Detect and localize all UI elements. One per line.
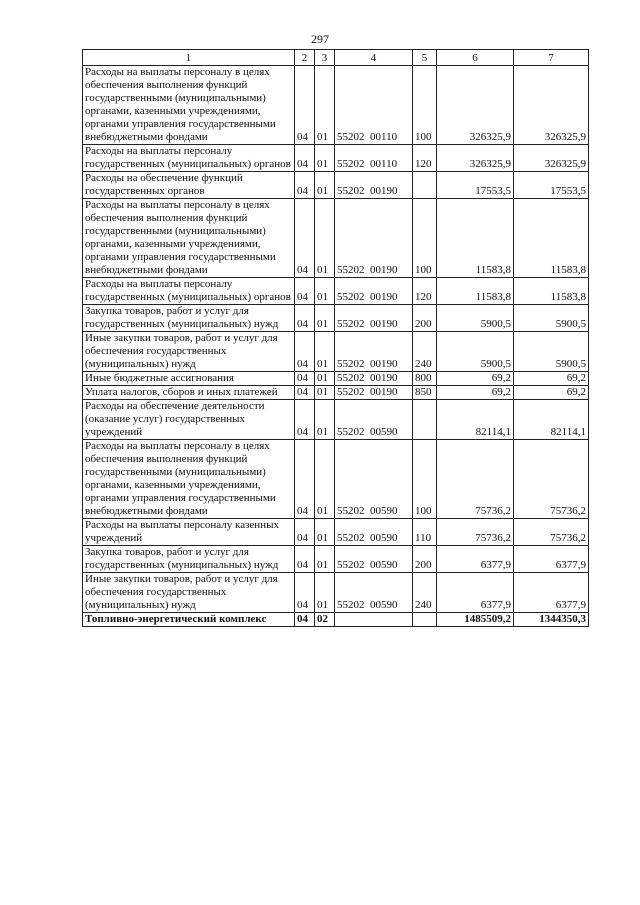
target-article-code: 55202 00190 bbox=[335, 278, 413, 305]
amount-column-6: 326325,9 bbox=[437, 145, 514, 172]
section-code: 04 bbox=[295, 573, 315, 613]
column-header: 5 bbox=[413, 50, 437, 66]
section-code: 04 bbox=[295, 372, 315, 386]
row-description: Расходы на выплаты персоналу государственных (муниципальных) органов bbox=[83, 278, 295, 305]
target-article-code: 55202 00590 bbox=[335, 546, 413, 573]
target-article-code: 55202 00590 bbox=[335, 400, 413, 440]
table-row bbox=[83, 613, 589, 627]
subsection-code: 01 bbox=[315, 332, 335, 372]
row-description: Иные закупки товаров, работ и услуг для обеспечения государственных (муниципальных) нужд bbox=[83, 332, 295, 372]
subsection-code: 01 bbox=[315, 372, 335, 386]
section-code: 04 bbox=[295, 332, 315, 372]
amount-column-6: 1485509,2 bbox=[437, 613, 514, 627]
column-header: 7 bbox=[514, 50, 589, 66]
amount-column-6: 326325,9 bbox=[437, 66, 514, 145]
amount-column-6: 69,2 bbox=[437, 386, 514, 400]
amount-column-7: 5900,5 bbox=[514, 332, 589, 372]
table-row bbox=[83, 372, 589, 386]
expense-type-code: 800 bbox=[413, 372, 437, 386]
section-code: 04 bbox=[295, 278, 315, 305]
section-code: 04 bbox=[295, 400, 315, 440]
subsection-code: 01 bbox=[315, 172, 335, 199]
table-row bbox=[83, 546, 589, 573]
amount-column-6: 6377,9 bbox=[437, 546, 514, 573]
amount-column-7: 11583,8 bbox=[514, 278, 589, 305]
row-description: Расходы на выплаты персоналу в целях обеспечения выполнения функций государственными (муниципальными) органами, казенными учреждениями, органами управления государственными внебюджетными фондами bbox=[83, 440, 295, 519]
expense-type-code bbox=[413, 613, 437, 627]
amount-column-6: 5900,5 bbox=[437, 332, 514, 372]
section-code: 04 bbox=[295, 305, 315, 332]
table-row bbox=[83, 305, 589, 332]
table-row bbox=[83, 66, 589, 145]
section-code: 04 bbox=[295, 66, 315, 145]
expense-type-code: 850 bbox=[413, 386, 437, 400]
table-row bbox=[83, 145, 589, 172]
table-row bbox=[83, 440, 589, 519]
row-description: Иные бюджетные ассигнования bbox=[83, 372, 295, 386]
amount-column-6: 5900,5 bbox=[437, 305, 514, 332]
amount-column-6: 82114,1 bbox=[437, 400, 514, 440]
amount-column-7: 6377,9 bbox=[514, 573, 589, 613]
subsection-code: 01 bbox=[315, 278, 335, 305]
amount-column-7: 5900,5 bbox=[514, 305, 589, 332]
amount-column-7: 69,2 bbox=[514, 372, 589, 386]
expense-type-code: 100 bbox=[413, 199, 437, 278]
target-article-code: 55202 00190 bbox=[335, 386, 413, 400]
column-header: 6 bbox=[437, 50, 514, 66]
header-row bbox=[83, 50, 589, 66]
subsection-code: 01 bbox=[315, 573, 335, 613]
amount-column-7: 6377,9 bbox=[514, 546, 589, 573]
subsection-code: 01 bbox=[315, 546, 335, 573]
expense-type-code: 200 bbox=[413, 546, 437, 573]
expense-type-code bbox=[413, 172, 437, 199]
column-header: 4 bbox=[335, 50, 413, 66]
section-code: 04 bbox=[295, 172, 315, 199]
table-row bbox=[83, 573, 589, 613]
target-article-code: 55202 00190 bbox=[335, 372, 413, 386]
amount-column-6: 75736,2 bbox=[437, 440, 514, 519]
subsection-code: 01 bbox=[315, 66, 335, 145]
section-code: 04 bbox=[295, 145, 315, 172]
expense-type-code: 240 bbox=[413, 573, 437, 613]
table-row bbox=[83, 278, 589, 305]
target-article-code: 55202 00110 bbox=[335, 145, 413, 172]
amount-column-6: 17553,5 bbox=[437, 172, 514, 199]
row-description: Расходы на выплаты персоналу государственных (муниципальных) органов bbox=[83, 145, 295, 172]
amount-column-7: 17553,5 bbox=[514, 172, 589, 199]
amount-column-7: 82114,1 bbox=[514, 400, 589, 440]
table-row bbox=[83, 332, 589, 372]
expense-type-code: 240 bbox=[413, 332, 437, 372]
row-description: Иные закупки товаров, работ и услуг для обеспечения государственных (муниципальных) нужд bbox=[83, 573, 295, 613]
target-article-code: 55202 00110 bbox=[335, 66, 413, 145]
amount-column-7: 75736,2 bbox=[514, 519, 589, 546]
subsection-code: 01 bbox=[315, 145, 335, 172]
table-row bbox=[83, 172, 589, 199]
amount-column-7: 69,2 bbox=[514, 386, 589, 400]
subsection-code: 01 bbox=[315, 400, 335, 440]
amount-column-6: 11583,8 bbox=[437, 199, 514, 278]
row-description: Расходы на выплаты персоналу в целях обеспечения выполнения функций государственными (муниципальными) органами, казенными учреждениями, органами управления государственными внебюджетными фондами bbox=[83, 199, 295, 278]
expense-type-code: 110 bbox=[413, 519, 437, 546]
amount-column-7: 326325,9 bbox=[514, 66, 589, 145]
row-description: Расходы на обеспечение деятельности (оказание услуг) государственных учреждений bbox=[83, 400, 295, 440]
row-description: Закупка товаров, работ и услуг для государственных (муниципальных) нужд bbox=[83, 546, 295, 573]
section-code: 04 bbox=[295, 613, 315, 627]
target-article-code: 55202 00190 bbox=[335, 199, 413, 278]
subsection-code: 01 bbox=[315, 519, 335, 546]
section-code: 04 bbox=[295, 546, 315, 573]
target-article-code: 55202 00590 bbox=[335, 573, 413, 613]
row-description: Расходы на выплаты персоналу в целях обеспечения выполнения функций государственными (муниципальными) органами, казенными учреждениями, органами управления государственными внебюджетными фондами bbox=[83, 66, 295, 145]
target-article-code: 55202 00190 bbox=[335, 332, 413, 372]
subsection-code: 01 bbox=[315, 440, 335, 519]
budget-table bbox=[82, 49, 589, 627]
target-article-code: 55202 00190 bbox=[335, 305, 413, 332]
row-description: Расходы на обеспечение функций государственных органов bbox=[83, 172, 295, 199]
target-article-code: 55202 00590 bbox=[335, 519, 413, 546]
amount-column-6: 11583,8 bbox=[437, 278, 514, 305]
section-code: 04 bbox=[295, 440, 315, 519]
expense-type-code: 100 bbox=[413, 440, 437, 519]
column-header: 1 bbox=[83, 50, 295, 66]
amount-column-6: 6377,9 bbox=[437, 573, 514, 613]
target-article-code bbox=[335, 613, 413, 627]
subsection-code: 01 bbox=[315, 386, 335, 400]
target-article-code: 55202 00590 bbox=[335, 440, 413, 519]
amount-column-7: 11583,8 bbox=[514, 199, 589, 278]
expense-type-code: 120 bbox=[413, 145, 437, 172]
expense-type-code: 100 bbox=[413, 66, 437, 145]
amount-column-7: 75736,2 bbox=[514, 440, 589, 519]
table-row bbox=[83, 519, 589, 546]
page-number: 297 bbox=[311, 32, 329, 46]
amount-column-7: 326325,9 bbox=[514, 145, 589, 172]
subsection-code: 01 bbox=[315, 305, 335, 332]
amount-column-6: 75736,2 bbox=[437, 519, 514, 546]
section-code: 04 bbox=[295, 386, 315, 400]
section-code: 04 bbox=[295, 199, 315, 278]
amount-column-6: 69,2 bbox=[437, 372, 514, 386]
expense-type-code bbox=[413, 400, 437, 440]
column-header: 2 bbox=[295, 50, 315, 66]
target-article-code: 55202 00190 bbox=[335, 172, 413, 199]
amount-column-7: 1344350,3 bbox=[514, 613, 589, 627]
row-description: Уплата налогов, сборов и иных платежей bbox=[83, 386, 295, 400]
row-description: Топливно-энергетический комплекс bbox=[83, 613, 295, 627]
expense-type-code: 200 bbox=[413, 305, 437, 332]
section-code: 04 bbox=[295, 519, 315, 546]
row-description: Закупка товаров, работ и услуг для государственных (муниципальных) нужд bbox=[83, 305, 295, 332]
table-row bbox=[83, 386, 589, 400]
subsection-code: 02 bbox=[315, 613, 335, 627]
subsection-code: 01 bbox=[315, 199, 335, 278]
table-row bbox=[83, 400, 589, 440]
table-row bbox=[83, 199, 589, 278]
column-header: 3 bbox=[315, 50, 335, 66]
expense-type-code: 120 bbox=[413, 278, 437, 305]
row-description: Расходы на выплаты персоналу казенных учреждений bbox=[83, 519, 295, 546]
